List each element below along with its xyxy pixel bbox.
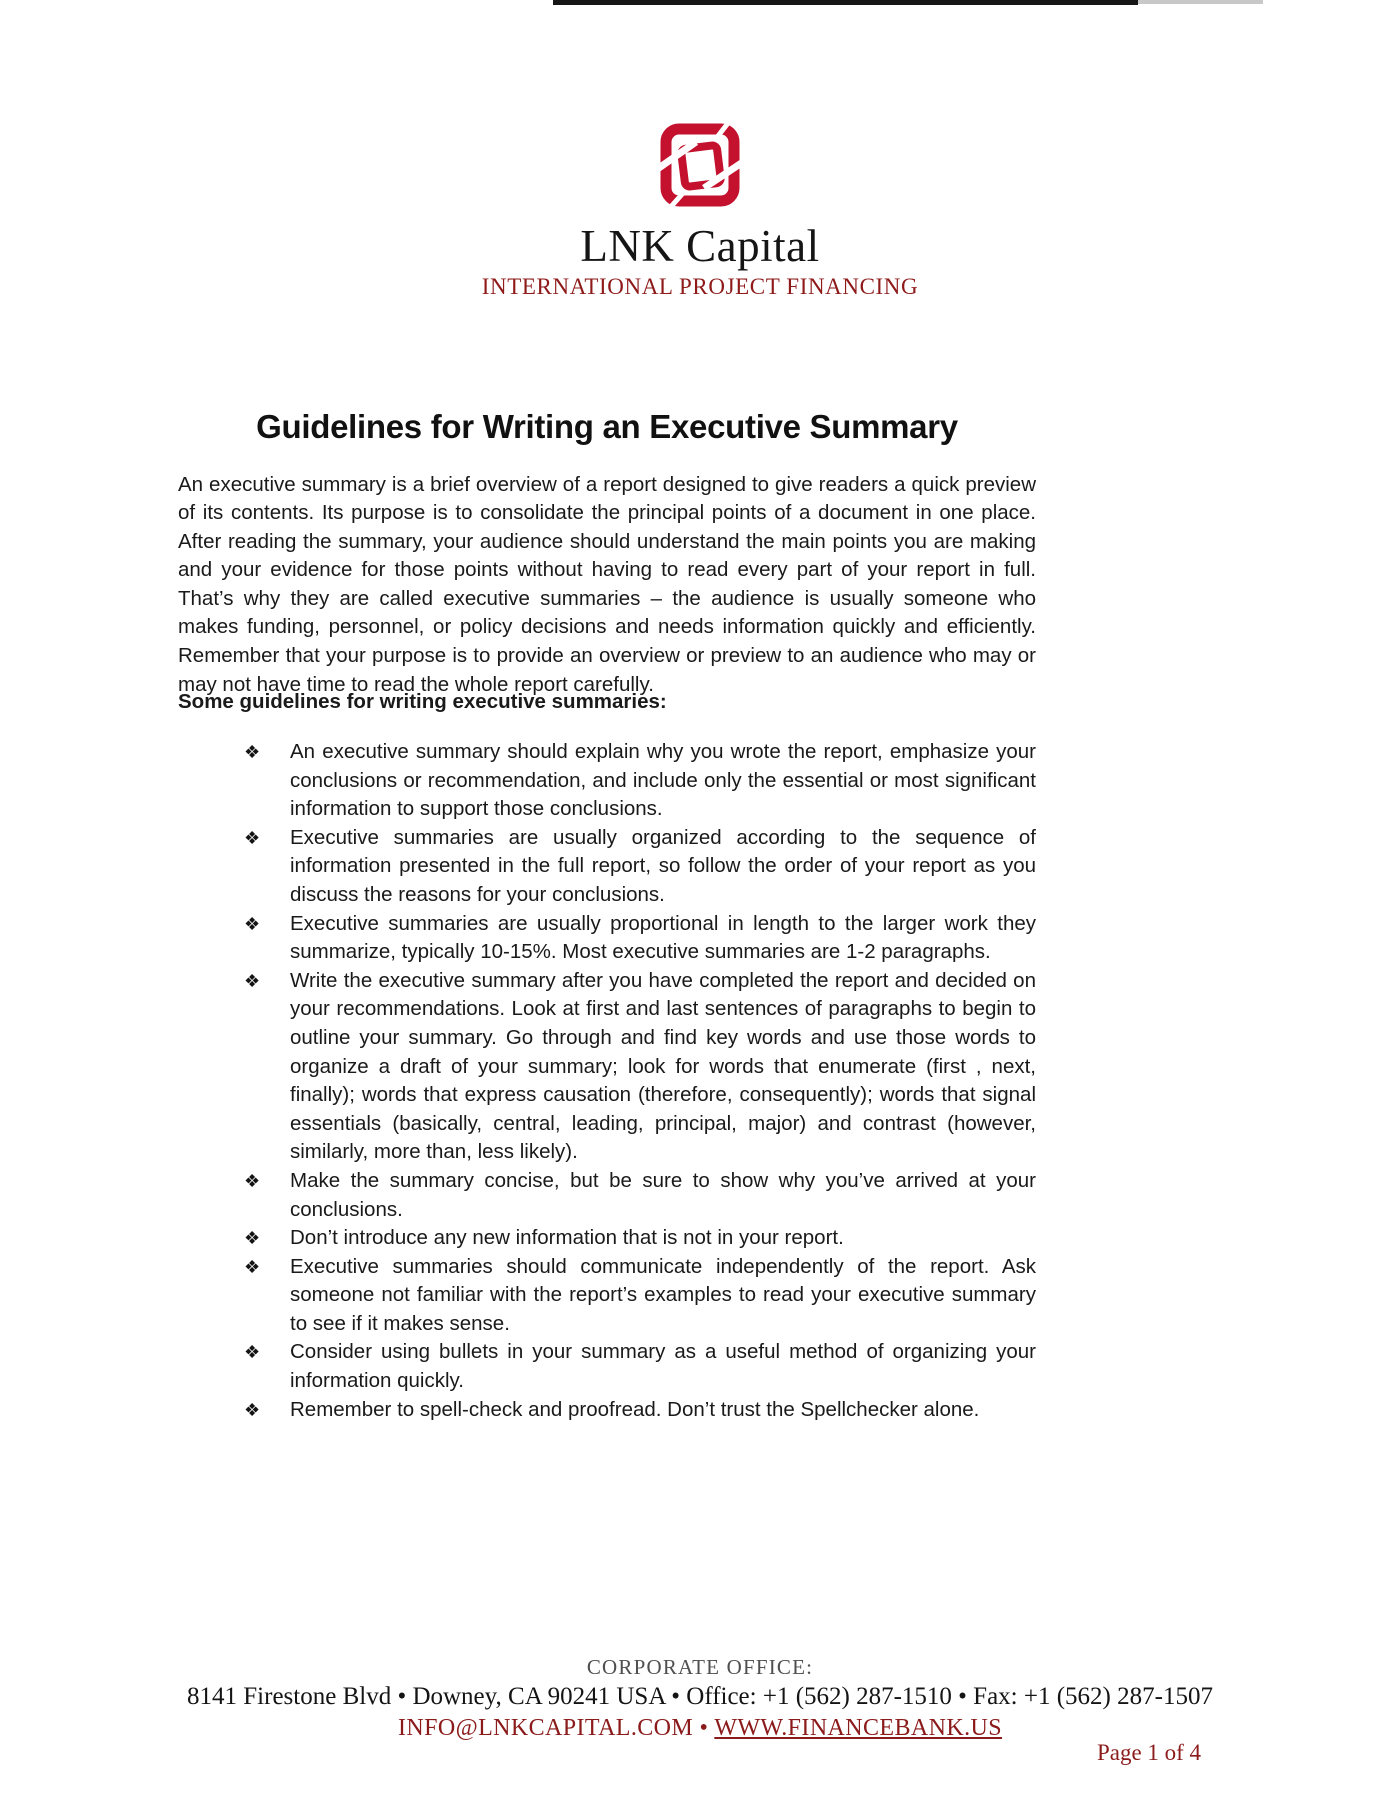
diamond-bullet-icon: ❖ xyxy=(244,1342,261,1363)
diamond-bullet-icon: ❖ xyxy=(244,1228,261,1249)
contact-line xyxy=(0,1714,1400,1742)
list-item xyxy=(178,1167,1036,1224)
diamond-bullet-icon: ❖ xyxy=(244,913,261,934)
list-item-text: An executive summary should explain why you wrote the report, emphasize your conclusions or recommendation, and include only the essential or most significant information to support those conclusions. xyxy=(290,740,1036,821)
list-item-text: Make the summary concise, but be sure to show why you’ve arrived at your conclusions. xyxy=(290,1168,1036,1221)
bullet-separator: • xyxy=(699,1715,709,1741)
page-title: Guidelines for Writing an Executive Summary xyxy=(256,408,958,446)
guidelines-heading: Some guidelines for writing executive summaries: xyxy=(178,690,667,713)
address-line: 8141 Firestone Blvd • Downey, CA 90241 USA • Office: +1 (562) 287-1510 • Fax: +1 (562) 287-1507 xyxy=(187,1683,1213,1710)
intro-paragraph: An executive summary is a brief overview of a report designed to give readers a quick preview of its contents. Its purpose is to consolidate the principal points of a document in one place. After reading the summary, your audience should understand the main points you are making and your evidence for those points without having to read every part of your report in full. That’s why they are called executive summaries – the audience is usually someone who makes funding, personnel, or policy decisions and needs information quickly and efficiently. Remember that your purpose is to provide an overview or preview to an audience who may or may not have time to read the whole report carefully. xyxy=(178,472,1036,696)
list-item-text: Don’t introduce any new information that is not in your report. xyxy=(290,1226,844,1250)
list-item-text: Remember to spell-check and proofread. Don’t trust the Spellchecker alone. xyxy=(290,1397,980,1421)
list-item xyxy=(178,1224,1036,1253)
list-item xyxy=(178,738,1036,824)
diamond-bullet-icon: ❖ xyxy=(244,970,261,991)
lnk-capital-logo xyxy=(660,120,740,208)
company-name: LNK Capital xyxy=(580,221,820,271)
diamond-bullet-icon: ❖ xyxy=(244,827,261,848)
list-item xyxy=(178,824,1036,910)
diamond-bullet-icon: ❖ xyxy=(244,742,261,762)
scan-artifact-bar-light xyxy=(1138,0,1263,4)
company-tagline: INTERNATIONAL PROJECT FINANCING xyxy=(481,274,919,299)
list-item-text: Executive summaries are usually organized according to the sequence of information presented in the full report, so follow the order of your report as you discuss the reasons for your conclusions. xyxy=(290,825,1036,906)
list-item-text: Executive summaries are usually proportional in length to the larger work they summarize, typically 10-15%. Most executive summaries are 1-2 paragraphs. xyxy=(290,911,1036,964)
page-footer xyxy=(0,1654,1400,1742)
list-item xyxy=(178,967,1036,1167)
corporate-office-label: CORPORATE OFFICE: xyxy=(586,1655,814,1679)
diamond-bullet-icon: ❖ xyxy=(244,1399,261,1420)
list-item-text: Write the executive summary after you have completed the report and decided on your recommendations. Look at first and last sentences of paragraphs to begin to outline your summary. Go through and find key words and use those words to organize a draft of your summary; look for words that enumerate (first , next, finally); words that express causation (therefore, consequently); words that signal essentials (basically, central, leading, principal, major) and contrast (however, similarly, more than, less likely). xyxy=(290,968,1036,1164)
guidelines-list xyxy=(178,738,1036,1424)
diamond-bullet-icon: ❖ xyxy=(244,1256,261,1277)
list-item-text: Consider using bullets in your summary as a useful method of organizing your information quickly. xyxy=(290,1340,1036,1393)
letterhead xyxy=(0,120,1400,300)
email-link[interactable]: INFO@LNKCAPITAL.COM xyxy=(398,1715,694,1741)
list-item xyxy=(178,910,1036,967)
list-item xyxy=(178,1396,1036,1425)
website-link[interactable]: WWW.FINANCEBANK.US xyxy=(714,1715,1002,1741)
list-item xyxy=(178,1338,1036,1395)
scan-artifact-bar xyxy=(553,0,1138,5)
diamond-bullet-icon: ❖ xyxy=(244,1170,261,1191)
list-item xyxy=(178,1253,1036,1339)
page-number: Page 1 of 4 xyxy=(1096,1740,1202,1765)
list-item-text: Executive summaries should communicate independently of the report. Ask someone not familiar with the report’s examples to read your executive summary to see if it makes sense. xyxy=(290,1254,1036,1335)
